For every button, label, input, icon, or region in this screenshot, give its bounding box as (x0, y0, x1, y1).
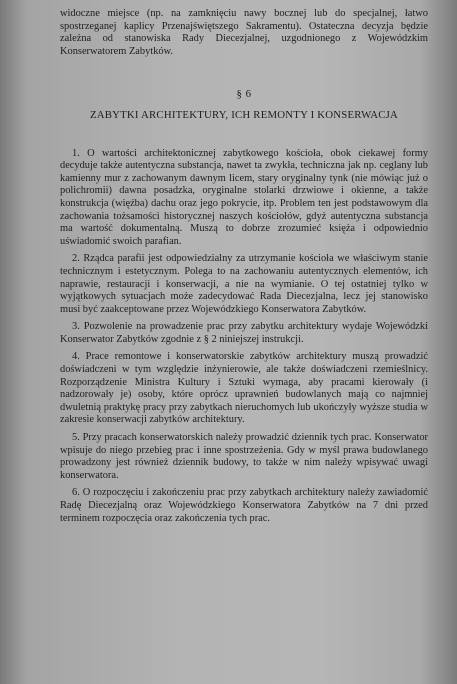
section-title: ZABYTKI ARCHITEKTURY, ICH REMONTY I KONSERWACJA (89, 108, 399, 121)
paragraph-3: 3. Pozwolenie na prowadzenie prac przy zabytku architektury wydaje Wojewódzki Konserwator Zabytków zgodnie z § 2 niniejszej instrukcji. (60, 321, 428, 345)
section-number: § 6 (236, 88, 252, 101)
paragraph-2: 2. Rządca parafii jest odpowiedzialny za utrzymanie kościoła we właściwym stanie technicznym i estetycznym. Polega to na zachowaniu autentycznych elementów, ich naprawie, restauracji i konserwacji, a nie na wymianie. O tej ostatniej tylko w wyjątkowych sytuacjach może zadecydować Rada Diecezjalna, lecz jej stanowisko musi być zaakceptowane przez Wojewódzkiego Konserwatora Zabytków. (60, 253, 428, 315)
paragraph-4: 4. Prace remontowe i konserwatorskie zabytków architektury muszą prowadzić doświadczeni w tym względzie inżynierowie, ale także doświadczeni rzemieślnicy. Rozporządzenie Ministra Kultury i Sztuki wymaga, aby pracami kierowały (i nadzorowały je) osoby, które oprócz uprawnień budowlanych mają co najmniej dwuletnią praktykę pracy przy zabytkach nieruchomych lub ukończyły wyższe studia w zakresie konserwacji zabytków architektury. (60, 351, 428, 426)
page-text (60, 8, 428, 525)
paragraph-6: 6. O rozpoczęciu i zakończeniu prac przy zabytkach architektury należy zawiadomić Radę Diecezjalną oraz Wojewódzkiego Konserwatora Zabytków na 7 dni przed terminem rozpoczęcia oraz zakończenia tych prac. (60, 487, 428, 524)
paragraph-1: 1. O wartości architektonicznej zabytkowego kościoła, obok ciekawej formy decyduje także autentyczna substancja, nawet ta zwykła, techniczna jak np. ceglany lub kamienny mur z zachowanym dawnym licem, stary oryginalny tynk (nie mówiąc już o polichromii) dawna posadzka, oryginalne stolarki drzwiowe i okienne, a także konstrukcja (więźba) dachu oraz jego pokrycie, itp. Problem ten jest podstawowym dla zachowania tożsamości historycznej naszych kościołów, gdyż autentyczna substancja ma wartość dokumentalną. Muszą to dobrze zrozumieć księża i odpowiednio uświadomić swoich parafian. (60, 147, 428, 247)
paragraph-5: 5. Przy pracach konserwatorskich należy prowadzić dziennik tych prac. Konserwator wpisuje do niego przebieg prac i inne spostrzeżenia. Gdy w myśl prawa budowlanego prowadzony jest również dziennik budowy, to także w nim należy wpisywać uwagi konserwatora. (60, 432, 428, 481)
intro-paragraph: widoczne miejsce (np. na zamknięciu nawy bocznej lub do specjalnej, łatwo spostrzeganej kaplicy Przenajświętszego Sakramentu). Ostateczna decyzja będzie zależna od stanowiska Rady Diecezjalnej, uzgodnionego z Wojewódzkim Konserwatorem Zabytków. (60, 8, 428, 57)
